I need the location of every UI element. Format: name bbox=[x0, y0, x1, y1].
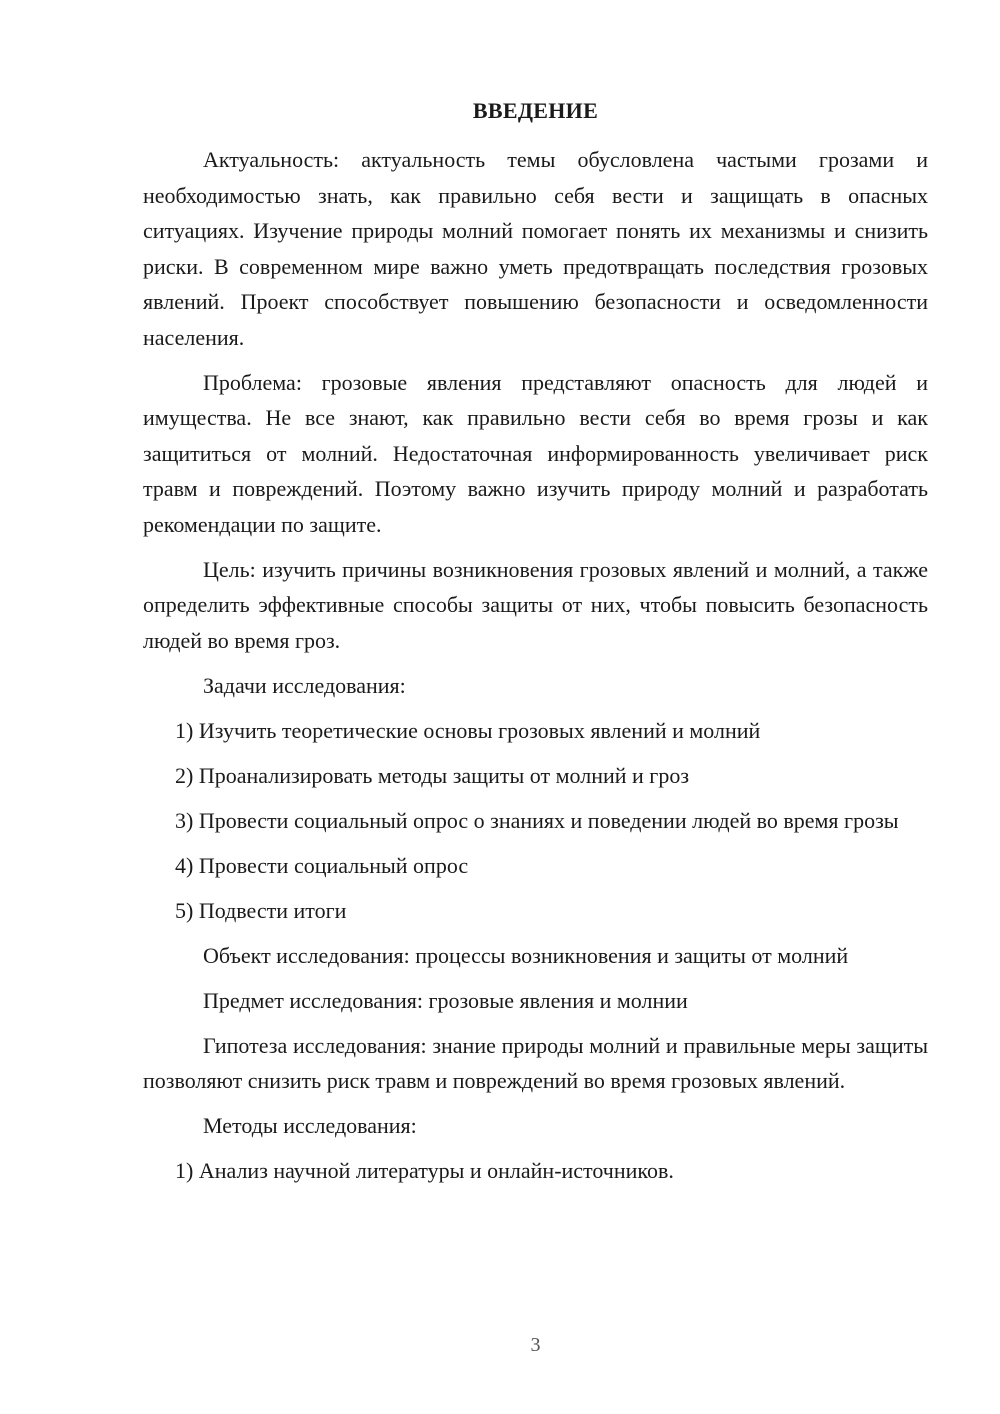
paragraph-problem: Проблема: грозовые явления представляют опасность для людей и имущества. Не все знают, как правильно вести себя во время грозы и как защититься от молний. Недостаточная информированность увеличивает риск травм и повреждений. Поэтому важно изучить природу молний и разработать рекомендации по защите. bbox=[143, 369, 928, 537]
paragraph-tasks-heading: Задачи исследования: bbox=[203, 672, 406, 698]
paragraph-hypothesis: Гипотеза исследования: знание природы молний и правильные меры защиты позволяют снизить риск травм и повреждений во время грозовых явлений. bbox=[143, 1032, 928, 1093]
section-title: ВВЕДЕНИЕ bbox=[472, 98, 599, 123]
list-item: 2) Проанализировать методы защиты от молний и гроз bbox=[175, 762, 690, 788]
list-item: 1) Анализ научной литературы и онлайн-источников. bbox=[175, 1158, 674, 1183]
paragraph-goal: Цель: изучить причины возникновения грозовых явлений и молний, а также определить эффективные способы защиты от них, чтобы повысить безопасность людей во время гроз. bbox=[143, 556, 928, 653]
list-item: 5) Подвести итоги bbox=[175, 897, 347, 923]
list-item: 4) Провести социальный опрос bbox=[175, 852, 469, 878]
paragraph-relevance: Актуальность: актуальность темы обусловлена частыми грозами и необходимостью знать, как правильно себя вести и защищать в опасных ситуациях. Изучение природы молний помогает понять их механизмы и снизить риски. В современном мире важно уметь предотвращать последствия грозовых явлений. Проект способствует повышению безопасности и осведомленности населения. bbox=[143, 147, 928, 350]
list-item: 1) Изучить теоретические основы грозовых явлений и молний bbox=[175, 717, 761, 743]
paragraph-methods-heading: Методы исследования: bbox=[203, 1113, 417, 1138]
page-number: 3 bbox=[530, 1334, 541, 1356]
paragraph-object: Объект исследования: процессы возникновения и защиты от молний bbox=[203, 942, 849, 968]
document-body bbox=[143, 142, 928, 1198]
list-item: 3) Провести социальный опрос о знаниях и поведении людей во время грозы bbox=[175, 807, 899, 833]
document-page bbox=[143, 0, 928, 1414]
paragraph-subject: Предмет исследования: грозовые явления и молнии bbox=[203, 987, 688, 1013]
